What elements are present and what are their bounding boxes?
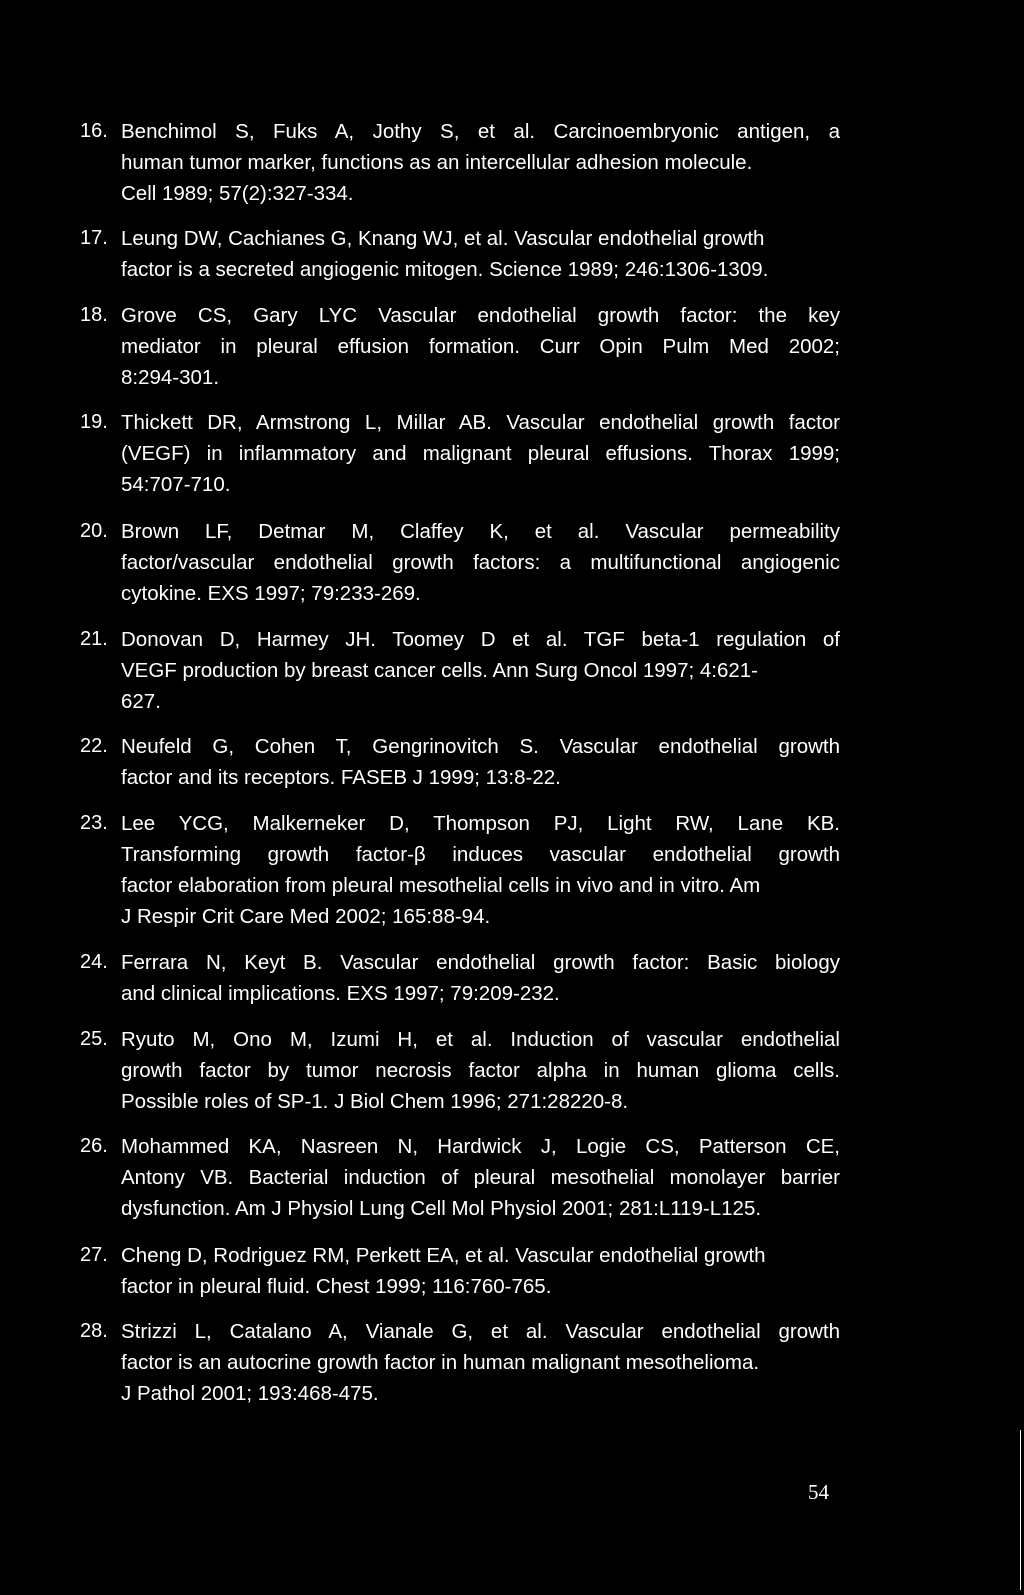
page-number: 54 <box>808 1480 829 1504</box>
reference-line: VEGF production by breast cancer cells. Ann Surg Oncol 1997; 4:621- <box>121 659 758 682</box>
reference-line: human tumor marker, functions as an intercellular adhesion molecule. <box>121 151 753 174</box>
reference-line: (VEGF) in inflammatory and malignant pleural effusions. Thorax 1999; <box>121 442 840 465</box>
reference-line: Neufeld G, Cohen T, Gengrinovitch S. Vascular endothelial growth <box>121 735 840 758</box>
reference-number: 27. <box>80 1244 108 1266</box>
reference-line: growth factor by tumor necrosis factor alpha in human glioma cells. <box>121 1059 840 1082</box>
reference-line: Lee YCG, Malkerneker D, Thompson PJ, Light RW, Lane KB. <box>121 812 840 835</box>
reference-item <box>80 223 840 285</box>
reference-item <box>80 624 840 717</box>
reference-line: cytokine. EXS 1997; 79:233-269. <box>121 582 421 605</box>
reference-line: Ferrara N, Keyt B. Vascular endothelial growth factor: Basic biology <box>121 951 840 974</box>
reference-item <box>80 407 840 500</box>
reference-line: dysfunction. Am J Physiol Lung Cell Mol Physiol 2001; 281:L119-L125. <box>121 1197 762 1220</box>
reference-item <box>80 1131 840 1224</box>
reference-line: J Pathol 2001; 193:468-475. <box>121 1382 379 1405</box>
reference-line: and clinical implications. EXS 1997; 79:209-232. <box>121 982 560 1005</box>
reference-line: Thickett DR, Armstrong L, Millar AB. Vascular endothelial growth factor <box>121 411 840 434</box>
reference-number: 18. <box>80 304 108 326</box>
reference-line: 8:294-301. <box>121 366 220 389</box>
reference-line: factor and its receptors. FASEB J 1999; 13:8-22. <box>121 766 561 789</box>
scan-edge-line <box>1020 1430 1021 1590</box>
reference-line: 54:707-710. <box>121 473 231 496</box>
reference-line: Antony VB. Bacterial induction of pleural mesothelial monolayer barrier <box>121 1166 840 1189</box>
reference-item <box>80 300 840 393</box>
reference-number: 23. <box>80 812 108 834</box>
reference-line: factor/vascular endothelial growth factors: a multifunctional angiogenic <box>121 551 840 574</box>
reference-item <box>80 1240 840 1302</box>
reference-number: 21. <box>80 628 108 650</box>
reference-line: factor elaboration from pleural mesothelial cells in vivo and in vitro. Am <box>121 874 761 897</box>
reference-line: Ryuto M, Ono M, Izumi H, et al. Induction of vascular endothelial <box>121 1028 840 1051</box>
reference-number: 16. <box>80 120 108 142</box>
reference-line: Cell 1989; 57(2):327-334. <box>121 182 354 205</box>
reference-number: 20. <box>80 520 108 542</box>
reference-item <box>80 731 840 793</box>
reference-line: Brown LF, Detmar M, Claffey K, et al. Vascular permeability <box>121 520 840 543</box>
reference-item <box>80 1024 840 1117</box>
reference-line: Possible roles of SP-1. J Biol Chem 1996; 271:28220-8. <box>121 1090 629 1113</box>
reference-number: 25. <box>80 1028 108 1050</box>
reference-number: 19. <box>80 411 108 433</box>
reference-item <box>80 947 840 1009</box>
reference-number: 22. <box>80 735 108 757</box>
reference-item <box>80 116 840 209</box>
reference-line: Benchimol S, Fuks A, Jothy S, et al. Carcinoembryonic antigen, a <box>121 120 840 143</box>
reference-line: Grove CS, Gary LYC Vascular endothelial growth factor: the key <box>121 304 840 327</box>
reference-number: 28. <box>80 1320 108 1342</box>
reference-line: 627. <box>121 690 161 713</box>
reference-line: Leung DW, Cachianes G, Knang WJ, et al. Vascular endothelial growth <box>121 227 765 250</box>
reference-line: Mohammed KA, Nasreen N, Hardwick J, Logie CS, Patterson CE, <box>121 1135 840 1158</box>
reference-line: factor in pleural fluid. Chest 1999; 116:760-765. <box>121 1275 552 1298</box>
reference-line: Donovan D, Harmey JH. Toomey D et al. TGF beta-1 regulation of <box>121 628 840 651</box>
reference-number: 24. <box>80 951 108 973</box>
reference-line: factor is a secreted angiogenic mitogen. Science 1989; 246:1306-1309. <box>121 258 769 281</box>
reference-item <box>80 808 840 932</box>
reference-line: factor is an autocrine growth factor in human malignant mesothelioma. <box>121 1351 760 1374</box>
reference-item <box>80 516 840 609</box>
reference-line: Transforming growth factor-β induces vascular endothelial growth <box>121 843 840 866</box>
reference-line: mediator in pleural effusion formation. Curr Opin Pulm Med 2002; <box>121 335 840 358</box>
reference-line: Cheng D, Rodriguez RM, Perkett EA, et al. Vascular endothelial growth <box>121 1244 766 1267</box>
reference-number: 26. <box>80 1135 108 1157</box>
reference-item <box>80 1316 840 1409</box>
reference-line: J Respir Crit Care Med 2002; 165:88-94. <box>121 905 491 928</box>
reference-number: 17. <box>80 227 108 249</box>
reference-line: Strizzi L, Catalano A, Vianale G, et al. Vascular endothelial growth <box>121 1320 840 1343</box>
